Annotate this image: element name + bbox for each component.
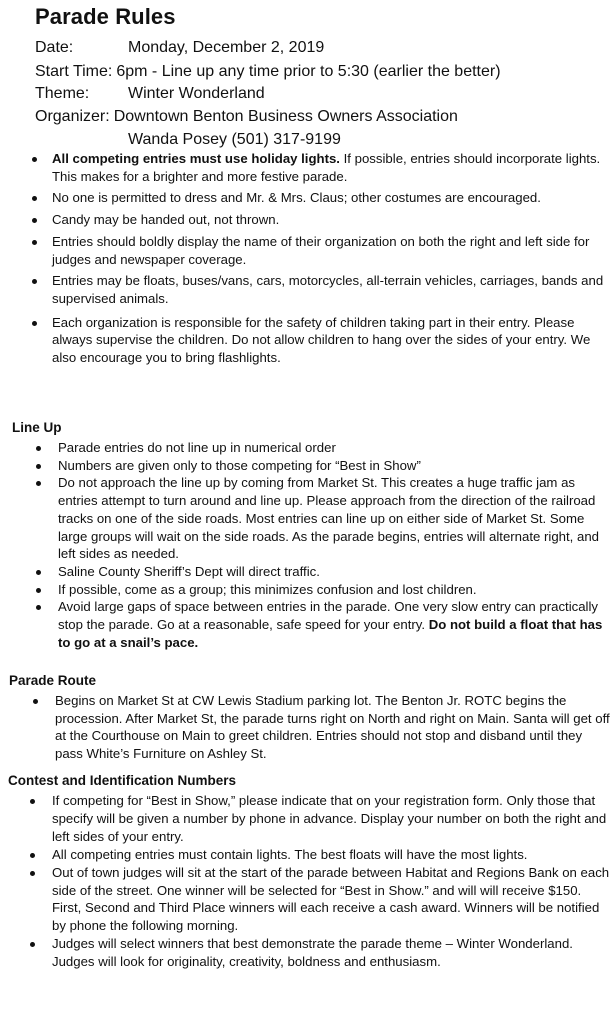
rule-text: Each organization is responsible for the safety of children taking part in their entry. Please always supervise the children. Do not allow children to hang over the sides of your entry. We also encourage you to bring flashlights.	[52, 314, 591, 366]
rule-bold-text: Do not build a float that has to go at a snail’s pace.	[58, 617, 603, 650]
start-time-value: 6pm - Line up any time prior to 5:30 (earlier the better)	[116, 62, 501, 80]
rule-text: Begins on Market St at CW Lewis Stadium parking lot. The Benton Jr. ROTC begins the procession. After Market St, the parade turns right on North and right on Main. Santa will get off at the Courthouse on Main to greet children. Entries should not stop and disband until they pass White’s Furniture on Ashley St.	[55, 693, 610, 762]
organizer-label: Organizer:	[35, 108, 110, 125]
page-title: Parade Rules	[35, 4, 176, 29]
bullet-icon	[33, 699, 38, 704]
organizer-row	[35, 105, 501, 129]
bullet-icon	[36, 446, 41, 451]
bullet-icon	[32, 279, 37, 284]
bullet-icon	[36, 464, 41, 469]
rule-text: Out of town judges will sit at the start of the parade between Habitat and Regions Bank on each side of the street. One winner will be selected for “Best in Show.” and will will receive $150. First, Second and Third Place winners will each receive a cash award. Winners will be notified by phone the following morning.	[52, 864, 610, 934]
list-item	[52, 189, 612, 207]
rule-text: Saline County Sheriff’s Dept will direct traffic.	[58, 563, 320, 579]
list-item	[58, 581, 610, 599]
bullet-icon	[32, 321, 37, 326]
list-item	[52, 314, 612, 367]
bullet-icon	[36, 588, 41, 593]
start-time-row	[35, 60, 501, 84]
bullet-icon	[36, 605, 41, 610]
list-item	[58, 474, 610, 563]
theme-value: Winter Wonderland	[128, 85, 265, 102]
list-item	[58, 563, 610, 581]
contest-heading: Contest and Identification Numbers	[8, 773, 237, 788]
event-details	[35, 36, 501, 151]
list-item	[52, 150, 612, 185]
general-rules-list	[52, 150, 612, 371]
list-item	[52, 864, 610, 936]
parade-route-list	[55, 692, 610, 763]
rule-text: Entries may be floats, buses/vans, cars, motorcycles, all-terrain vehicles, carriages, bands and supervised animals.	[52, 273, 604, 306]
rule-text: Judges will select winners that best demonstrate the parade theme – Winter Wonderland. Judges will look for originality, creativity, boldness and enthusiasm.	[52, 936, 573, 970]
list-item	[55, 692, 610, 763]
line-up-heading: Line Up	[12, 420, 62, 435]
theme-row	[35, 83, 501, 105]
bullet-icon	[30, 942, 35, 947]
organizer-contact-row	[35, 129, 501, 151]
bullet-icon	[30, 871, 35, 876]
list-item	[52, 272, 612, 307]
list-item	[58, 439, 610, 457]
bullet-icon	[32, 240, 37, 245]
line-up-list	[58, 439, 610, 651]
rule-text: No one is permitted to dress and Mr. & Mrs. Claus; other costumes are encouraged.	[52, 190, 541, 206]
bullet-icon	[32, 196, 37, 201]
list-item	[52, 211, 612, 229]
organizer-value: Downtown Benton Business Owners Association	[113, 108, 458, 125]
list-item	[52, 935, 610, 971]
bullet-icon	[30, 853, 35, 858]
rule-bold-text: All competing entries must use holiday lights.	[52, 151, 340, 166]
list-item	[52, 233, 612, 268]
rule-text: Do not approach the line up by coming from Market St. This creates a huge traffic jam as entries attempt to turn around and line up. Please approach from the direction of the railroad tracks on one of the side roads. Most entries can line up on either side of Market St. Some large groups will wait on the side roads. As the parade begins, entries will alternate right, and left sides as needed.	[58, 475, 599, 562]
bullet-icon	[32, 157, 37, 162]
start-time-label: Start Time:	[35, 62, 113, 80]
rule-text: If possible, come as a group; this minimizes confusion and lost children.	[58, 581, 477, 597]
rule-text: If competing for “Best in Show,” please indicate that on your registration form. Only those that specify will be given a number by phone in advance. Display your number on both the right and left sides of your entry.	[52, 793, 607, 844]
rule-text: Parade entries do not line up in numerical order	[58, 440, 336, 455]
rule-text: All competing entries must contain lights. The best floats will have the most lights.	[52, 846, 528, 862]
list-item	[58, 598, 610, 651]
date-label: Date:	[35, 39, 74, 56]
date-value: Monday, December 2, 2019	[128, 39, 325, 56]
parade-route-heading: Parade Route	[9, 673, 97, 688]
list-item	[52, 792, 610, 846]
bullet-icon	[36, 481, 41, 486]
contest-list	[52, 792, 610, 971]
rule-text: Numbers are given only to those competing for “Best in Show”	[58, 457, 421, 473]
rule-text: Entries should boldly display the name of their organization on both the right and left side for judges and newspaper coverage.	[52, 233, 590, 267]
theme-label: Theme:	[35, 85, 90, 102]
rule-text: If possible, entries should incorporate lights. This makes for a brighter and more festive parade.	[52, 151, 601, 184]
date-row	[35, 36, 501, 60]
rule-text: Candy may be handed out, not thrown.	[52, 212, 280, 228]
list-item	[52, 846, 610, 864]
organizer-contact: Wanda Posey (501) 317-9199	[128, 130, 341, 148]
bullet-icon	[30, 799, 35, 804]
bullet-icon	[32, 218, 37, 223]
rule-text: Avoid large gaps of space between entries in the parade. One very slow entry can practically stop the parade. Go at a reasonable, safe speed for your entry.	[58, 599, 599, 633]
list-item	[58, 457, 610, 475]
bullet-icon	[36, 570, 41, 575]
